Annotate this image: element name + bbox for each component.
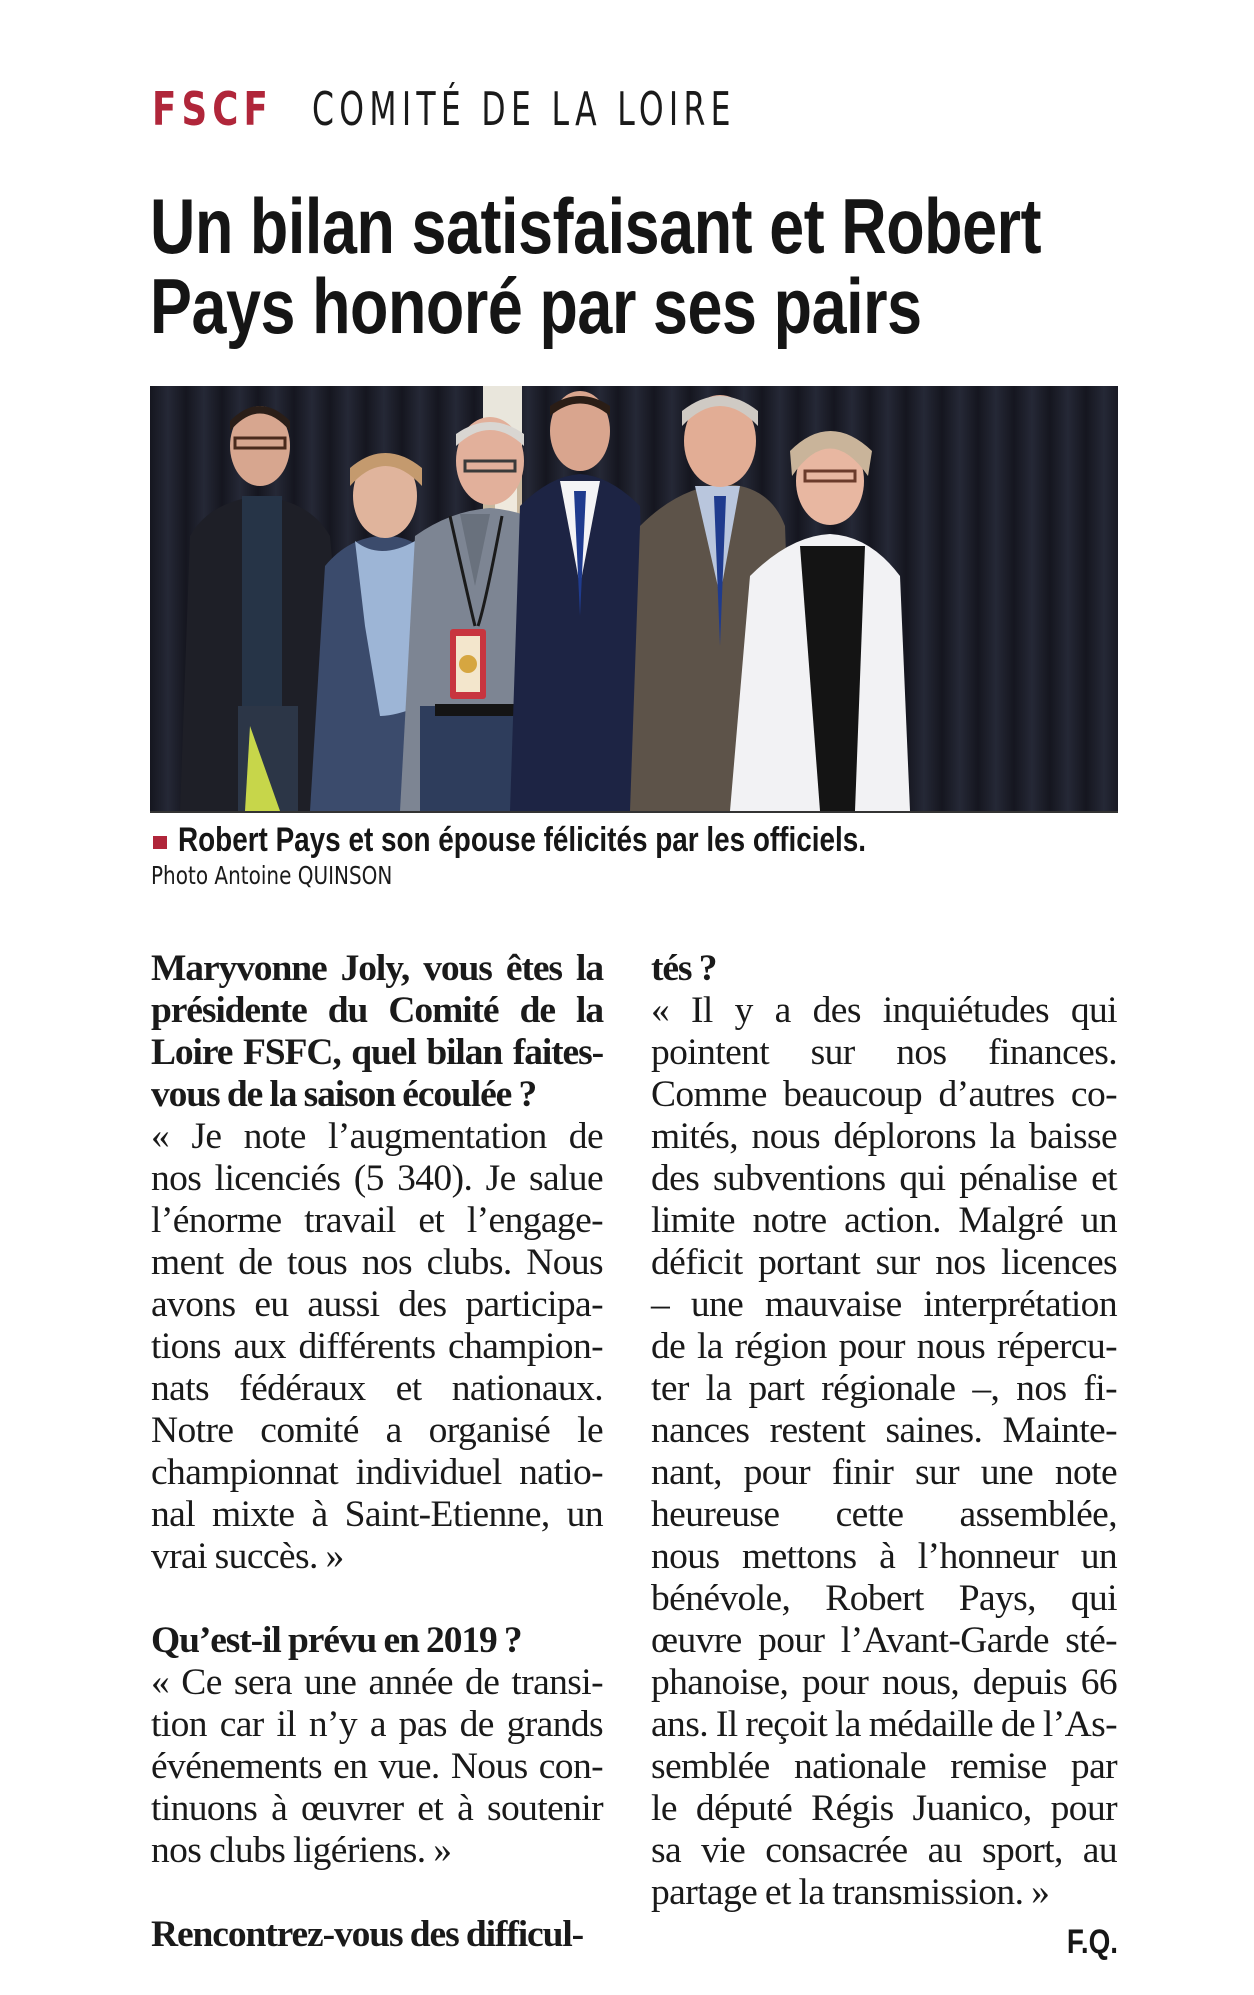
- article-text-line: nos clubs ligériens. »: [151, 1830, 452, 1871]
- article-text-line: œuvre pour l’Avant-Garde sté-: [651, 1620, 1117, 1661]
- headline-line: Pays honoré par ses pairs: [150, 262, 922, 350]
- article-text-line: « Ce sera une année de transi-: [151, 1662, 603, 1703]
- article-text-line: pointent sur nos finances.: [651, 1032, 1117, 1073]
- article-text-line: Comme beaucoup d’autres co-: [651, 1074, 1117, 1115]
- article-text-line: sa vie consacrée au sport, au: [651, 1830, 1117, 1871]
- brand-label: FSCF: [152, 82, 274, 136]
- article-headline: [150, 182, 1118, 350]
- article-text-line: nats fédéraux et nationaux.: [151, 1368, 603, 1409]
- interview-question-line: vous de la saison écoulée ?: [151, 1074, 537, 1115]
- interview-question-line: Qu’est-il prévu en 2019 ?: [151, 1620, 522, 1661]
- article-photo: [150, 386, 1118, 813]
- author-signature: F.Q.: [1066, 1923, 1118, 1961]
- article-text-line: vrai succès. »: [151, 1536, 344, 1577]
- article-text-line: ans. Il reçoit la médaille de l’As-: [651, 1704, 1117, 1745]
- article-text-line: des subventions qui pénalise et: [651, 1158, 1117, 1199]
- article-text-line: « Je note l’augmentation de: [151, 1116, 603, 1157]
- article-text-line: – une mauvaise interprétation: [651, 1284, 1117, 1325]
- article-text-line: de la région pour nous répercu-: [651, 1326, 1117, 1367]
- article-text-line: nant, pour finir sur une note: [651, 1452, 1117, 1493]
- article-text-line: tions aux différents champion-: [151, 1326, 603, 1367]
- section-title: COMITÉ DE LA LOIRE: [312, 82, 736, 136]
- article-text-line: phanoise, pour nous, depuis 66: [651, 1662, 1117, 1703]
- article-text-line: nos licenciés (5 340). Je salue: [151, 1158, 603, 1199]
- article-text-line: heureuse cette assemblée,: [651, 1494, 1117, 1535]
- caption-text: Robert Pays et son épouse félicités par les officiels.: [178, 821, 866, 859]
- article-text-line: tinuons à œuvrer et à soutenir: [151, 1788, 603, 1829]
- article-column-right: [651, 948, 1117, 1914]
- article-text-line: Notre comité a organisé le: [151, 1410, 603, 1451]
- headline-line: Un bilan satisfaisant et Robert: [150, 182, 1042, 270]
- article-text-line: semblée nationale remise par: [651, 1746, 1117, 1787]
- article-text-line: ment de tous nos clubs. Nous: [151, 1242, 603, 1283]
- article-text-line: le député Régis Juanico, pour: [651, 1788, 1117, 1829]
- article-text-line: tion car il n’y a pas de grands: [151, 1704, 603, 1745]
- article-text-line: nances restent saines. Mainte-: [651, 1410, 1117, 1451]
- article-text-line: « Il y a des inquiétudes qui: [651, 990, 1117, 1031]
- interview-question-line: Loire FSFC, quel bilan faites-: [151, 1032, 603, 1073]
- article-text-line: nous mettons à l’honneur un: [651, 1536, 1117, 1577]
- article-text-line: partage et la transmission. »: [651, 1872, 1050, 1913]
- article-text-line: limite notre action. Malgré un: [651, 1200, 1117, 1241]
- section-kicker: [152, 82, 736, 136]
- interview-question-line: Rencontrez-vous des difficul-: [151, 1914, 584, 1955]
- article-text-line: championnat individuel natio-: [151, 1452, 603, 1493]
- article-text-line: événements en vue. Nous con-: [151, 1746, 603, 1787]
- article-text-line: avons eu aussi des participa-: [151, 1284, 603, 1325]
- article-text-line: bénévole, Robert Pays, qui: [651, 1578, 1117, 1619]
- article-text-line: ter la part régionale –, nos fi-: [651, 1368, 1117, 1409]
- paragraph-gap: [151, 1578, 603, 1620]
- caption-bullet-icon: [153, 836, 167, 849]
- article-column-left: [151, 948, 603, 1956]
- photo-illustration: [150, 386, 1118, 811]
- photo-credit: Photo Antoine QUINSON: [151, 861, 393, 890]
- paragraph-gap: [151, 1872, 603, 1914]
- article-text-line: nal mixte à Saint-Etienne, un: [151, 1494, 603, 1535]
- interview-question-line: présidente du Comité de la: [151, 990, 603, 1031]
- interview-question-line: Maryvonne Joly, vous êtes la: [151, 948, 603, 989]
- article-text-line: mités, nous déplorons la baisse: [651, 1116, 1117, 1157]
- article-text-line: déficit portant sur nos licences: [651, 1242, 1117, 1283]
- article-text-line: l’énorme travail et l’engage-: [151, 1200, 603, 1241]
- interview-question-line: tés ?: [651, 948, 717, 989]
